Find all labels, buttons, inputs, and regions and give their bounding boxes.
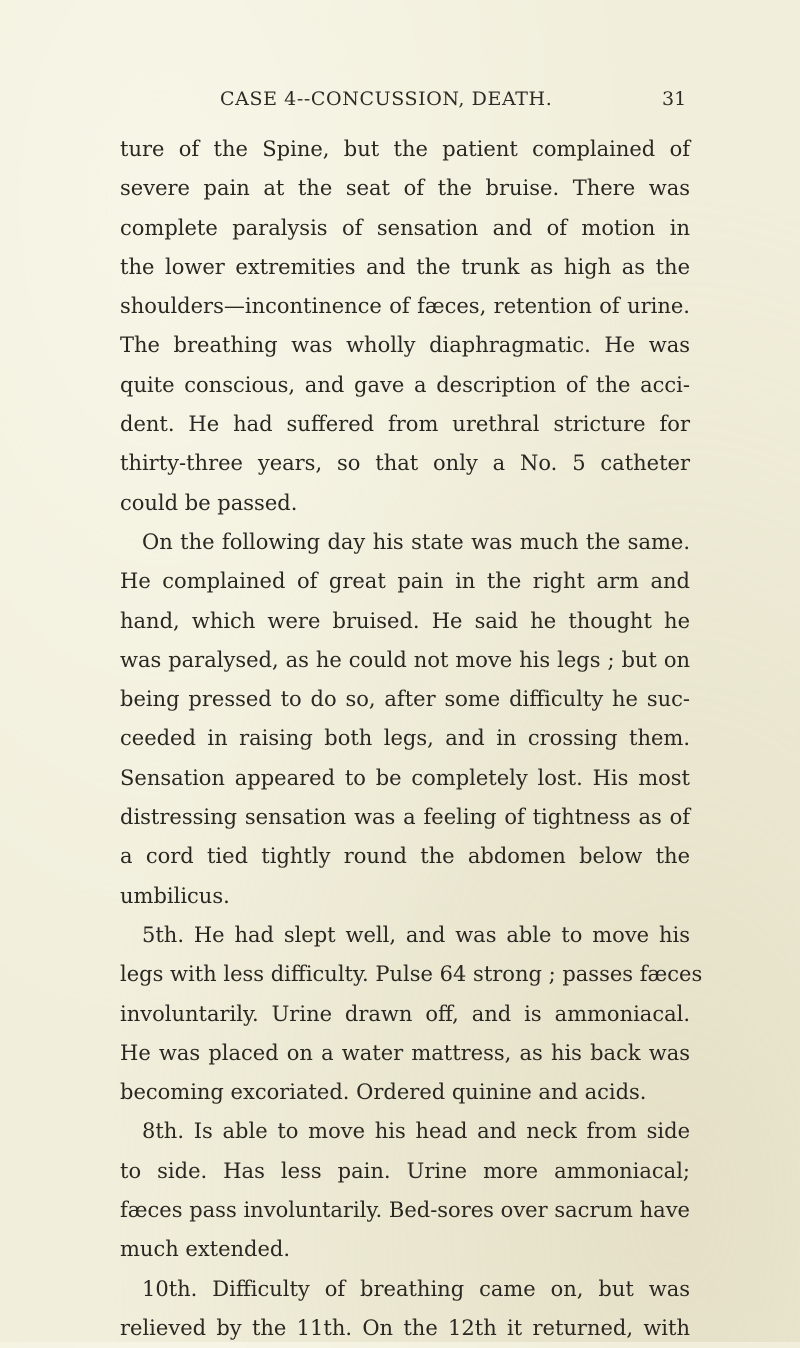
- text-line: 8th. Is able to move his head and neck from side: [142, 1119, 690, 1144]
- text-line: complete paralysis of sensation and of motion in: [120, 215, 690, 240]
- running-head: [0, 88, 800, 116]
- text-line: 5th. He had slept well, and was able to move his: [142, 922, 690, 947]
- text-line: Sensation appeared to be completely lost. His most: [120, 765, 690, 790]
- text-line: hand, which were bruised. He said he thought he: [120, 608, 690, 633]
- text-line: relieved by the 11th. On the 12th it returned, with: [120, 1315, 690, 1340]
- text-line: a cord tied tightly round the abdomen below the: [120, 844, 690, 869]
- text-line: fæces pass involuntarily. Bed-sores over sacrum have: [120, 1198, 690, 1223]
- text-line: He was placed on a water mattress, as his back was: [120, 1040, 690, 1065]
- text-line: distressing sensation was a feeling of tightness as of: [120, 805, 690, 830]
- text-line: ceeded in raising both legs, and in crossing them.: [120, 726, 690, 751]
- text-line: being pressed to do so, after some difficulty he suc-: [120, 687, 690, 712]
- running-title: CASE 4--CONCUSSION, DEATH.: [220, 88, 553, 110]
- page-number: 31: [662, 88, 687, 110]
- text-line: thirty-three years, so that only a No. 5 catheter: [120, 451, 690, 476]
- text-line: severe pain at the seat of the bruise. There was: [120, 176, 690, 201]
- text-line: to side. Has less pain. Urine more ammoniacal;: [120, 1158, 690, 1183]
- text-line: much extended.: [120, 1237, 291, 1262]
- text-line: umbilicus.: [120, 883, 230, 908]
- text-line: involuntarily. Urine drawn off, and is ammoniacal.: [120, 1001, 690, 1026]
- text-line: dent. He had suffered from urethral stricture for: [120, 412, 690, 437]
- text-line: could be passed.: [120, 490, 298, 515]
- text-line: becoming excoriated. Ordered quinine and acids.: [120, 1080, 647, 1105]
- text-line: was paralysed, as he could not move his legs ; but on: [120, 647, 690, 672]
- text-line: He complained of great pain in the right arm and: [120, 569, 690, 594]
- text-line: 10th. Difficulty of breathing came on, but was: [142, 1276, 690, 1301]
- text-line: the lower extremities and the trunk as high as the: [120, 254, 690, 279]
- body-text: [120, 130, 703, 1348]
- text-line: ture of the Spine, but the patient complained of: [120, 137, 690, 161]
- text-line: shoulders—incontinence of fæces, retention of urine.: [120, 294, 690, 319]
- text-line: legs with less difficulty. Pulse 64 strong ; passes fæces: [120, 962, 703, 987]
- text-line: quite conscious, and gave a description of the acci-: [120, 372, 690, 397]
- text-line: The breathing was wholly diaphragmatic. He was: [120, 333, 690, 358]
- text-line: On the following day his state was much the same.: [142, 529, 690, 554]
